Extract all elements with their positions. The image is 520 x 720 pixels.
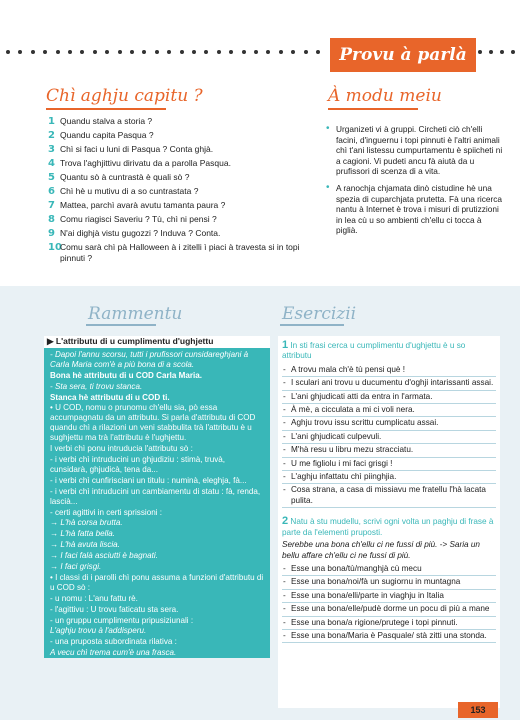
grammar-paragraph: Bona hè attributu di u COD Carla Maria. bbox=[50, 370, 202, 380]
dot bbox=[93, 50, 97, 54]
grammar-box-header: ▶ L'attributu di u cumplimentu d'ughjettu bbox=[44, 336, 270, 348]
exercise-line: - M'hà resu u libru mezu stracciatu. bbox=[282, 445, 496, 457]
grammar-box bbox=[44, 336, 270, 658]
question-item bbox=[48, 158, 310, 169]
exercise-1-text: In sti frasi cerca u cumplimentu d'ughjettu è u so attributu bbox=[282, 341, 466, 361]
activity-item: • Urganizeti vi à gruppi. Circheti ciò ch'elli facini, d'inguernu i topi pinnuti è l'altri animali chì t'ani listessu cumpurtamentu è spiicheti ni a cagioni. Vi pudeti ancu fà aiutà da u prufissori di scenza di a vita. bbox=[326, 124, 504, 177]
dot bbox=[18, 50, 22, 54]
question-item bbox=[48, 116, 310, 127]
grammar-paragraph: - i verbi chì cunfirisciani un titulu : numinà, eleghja, fà... bbox=[50, 475, 247, 485]
question-text: Quandu capita Pasqua ? bbox=[60, 130, 154, 140]
dot bbox=[316, 50, 320, 54]
dot bbox=[217, 50, 221, 54]
grammar-paragraph: - i verbi chì intruducini un ghjudiziu : stimà, truvà, cunsidarà, ghjudicà, tena da... bbox=[50, 454, 225, 474]
dot bbox=[43, 50, 47, 54]
grammar-paragraph: - l'agittivu : U trovu faticatu sta sera. bbox=[50, 604, 179, 614]
question-number: 3 bbox=[48, 144, 55, 155]
dot bbox=[478, 50, 482, 54]
exercise-line: - Cosa strana, a casa di missiavu me fratellu l'hà lacata pulita. bbox=[282, 485, 496, 508]
question-number: 8 bbox=[48, 214, 55, 225]
question-number: 6 bbox=[48, 186, 55, 197]
grammar-paragraph: - u nomu : L'anu fattu rè. bbox=[50, 593, 138, 603]
grammar-paragraph: → I faci falà asciutti è bagnati. bbox=[50, 551, 158, 561]
dot bbox=[192, 50, 196, 54]
dot bbox=[279, 50, 283, 54]
exercise-2-instruction bbox=[282, 516, 496, 538]
exercise-line: - L'aghju infattatu chì piinghjia. bbox=[282, 472, 496, 484]
question-text: Comu riagisci Saveriu ? Tù, chì ni pensi ? bbox=[60, 214, 217, 224]
grammar-paragraph: • U COD, nomu o prunomu ch'ellu sia, pò essa accumpagnatu da un attributu. Si parla d'attributu di COD quandu chì a rilazioni un veni stabbulita trà l'attributu è u sughjettu ma trà l'attributu è l'ughjettu. bbox=[50, 403, 256, 443]
dot bbox=[155, 50, 159, 54]
question-item bbox=[48, 186, 310, 197]
activity-item: • A ranochja chjamata dinò cistudine hè una spezia di cuparchjata prutetta. Fà una ricerca nantu à Internet è trova i misuri di prutizzioni in lea cù u so ambienti ch'ellu ci tocca à piglià. bbox=[326, 183, 504, 236]
question-number: 1 bbox=[48, 116, 55, 127]
exercise-line: - L'ani ghjudicati culpevuli. bbox=[282, 432, 496, 444]
question-number: 10 bbox=[48, 242, 62, 253]
grammar-paragraph: - una pruposta subordinata rilativa : bbox=[50, 637, 177, 647]
dotted-rule bbox=[6, 46, 326, 60]
dot bbox=[242, 50, 246, 54]
grammar-paragraph: - un gruppu cumplimentu pripusiziunali : bbox=[50, 615, 194, 625]
grammar-paragraph: → L'hà fatta bella. bbox=[50, 529, 115, 539]
grammar-paragraph: I verbi chì ponu intruducia l'attributu sò : bbox=[50, 444, 193, 454]
question-text: Chì hè u mutivu di a so cuntrastata ? bbox=[60, 186, 199, 196]
exercise-2-example: Serebbe una bona ch'ellu ci ne fussi di più. -> Saria un bellu affare ch'ellu ci ne fussi di più. bbox=[282, 540, 480, 560]
grammar-paragraph: A vecu chì trema cum'è una frasca. bbox=[50, 648, 177, 658]
question-number: 5 bbox=[48, 172, 55, 183]
question-text: Comu sarà chì pà Halloween à i zitelli ì piaci à travesta si in topi pinnuti ? bbox=[60, 242, 300, 263]
grammar-paragraph: • I classi di i parolli chì ponu assuma a funzioni d'attributu di u COD sò : bbox=[50, 572, 264, 592]
dot bbox=[31, 50, 35, 54]
exercise-2-text: Natu à stu mudellu, scrivi ogni volta un paghju di frase à parte da l'elementi pruposti. bbox=[282, 517, 494, 537]
title-underline bbox=[46, 108, 166, 110]
dot bbox=[118, 50, 122, 54]
dot bbox=[68, 50, 72, 54]
exercise-1-instruction bbox=[282, 340, 496, 362]
question-text: Trova l'aghjittivu dirivatu da a parolla Pasqua. bbox=[60, 158, 231, 168]
question-list bbox=[48, 116, 310, 267]
grammar-paragraph: → L'hà corsa brutta. bbox=[50, 518, 123, 528]
exercise-line: - Esse una bona/tù/manghjà cù mecu bbox=[282, 564, 496, 576]
question-item bbox=[48, 172, 310, 183]
question-item bbox=[48, 200, 310, 211]
title-underline bbox=[328, 108, 418, 110]
exercise-line: - I sculari ani trovu u ducumentu d'oghji intarissanti assai. bbox=[282, 378, 496, 390]
exercise-line: - U me figliolu i mi faci grisgi ! bbox=[282, 459, 496, 471]
grammar-paragraph: - Sta sera, ti trovu stanca. bbox=[50, 381, 143, 391]
dot bbox=[130, 50, 134, 54]
left-section-title: Chì aghju capitu ? bbox=[46, 86, 203, 106]
exercise-line: - L'ani ghjudicati atti da entra in l'armata. bbox=[282, 392, 496, 404]
question-number: 2 bbox=[48, 130, 55, 141]
question-number: 7 bbox=[48, 200, 55, 211]
exercise-1-lines bbox=[282, 365, 496, 508]
exercise-line: - Esse una bona/elle/pudè dorme un pocu di più a mane bbox=[282, 604, 496, 616]
dot bbox=[254, 50, 258, 54]
dot bbox=[6, 50, 10, 54]
dot bbox=[229, 50, 233, 54]
title-underline bbox=[86, 324, 156, 326]
question-item bbox=[48, 228, 310, 239]
question-text: Chì si faci u luni di Pasqua ? Conta ghjà. bbox=[60, 144, 214, 154]
dot bbox=[204, 50, 208, 54]
exercise-line: - Aghju trovu issu scrittu cumplicatu assai. bbox=[282, 418, 496, 430]
dot bbox=[500, 50, 504, 54]
dot bbox=[80, 50, 84, 54]
dot bbox=[167, 50, 171, 54]
question-item bbox=[48, 144, 310, 155]
dot bbox=[511, 50, 515, 54]
section-banner: Provu à parlà bbox=[330, 38, 476, 72]
exercise-1-number: 1 bbox=[282, 339, 289, 351]
grammar-paragraph: Stanca hè attributu di u COD ti. bbox=[50, 392, 170, 402]
question-item bbox=[48, 242, 310, 264]
dot bbox=[142, 50, 146, 54]
dot bbox=[489, 50, 493, 54]
question-number: 9 bbox=[48, 228, 55, 239]
grammar-paragraph: - Dapoi l'annu scorsu, tutti i prufissori cunsidareghjani à Carla Maria com'è a più bona di a scola. bbox=[50, 349, 249, 369]
exercise-line: - Esse una bona/elli/parte in viaghju in Italia bbox=[282, 591, 496, 603]
exercise-2-lines bbox=[282, 564, 496, 643]
dot bbox=[304, 50, 308, 54]
grammar-box-heading: L'attributu di u cumplimentu d'ughjettu bbox=[55, 336, 214, 346]
question-text: N'ai dighjà vistu gugozzi ? Induva ? Conta. bbox=[60, 228, 221, 238]
dot bbox=[56, 50, 60, 54]
question-number: 4 bbox=[48, 158, 55, 169]
exercise-box bbox=[278, 336, 500, 708]
dot bbox=[180, 50, 184, 54]
question-text: Mattea, parchì avarà avutu tamanta paura ? bbox=[60, 200, 226, 210]
grammar-paragraph: → I faci grisgi. bbox=[50, 562, 102, 572]
grammar-paragraph: → L'hà avuta liscia. bbox=[50, 540, 120, 550]
title-underline bbox=[280, 324, 344, 326]
exercise-line: - À mè, a cicculata a mi ci voli nera. bbox=[282, 405, 496, 417]
activity-list bbox=[326, 124, 504, 242]
grammar-paragraph: - i verbi chì intruducini un cambiamentu di statu : fà, renda, lascià... bbox=[50, 486, 261, 506]
exercise-2-number: 2 bbox=[282, 515, 289, 528]
grammar-paragraph: L'aghju trovu à l'addisperu. bbox=[50, 626, 147, 636]
right-section-title: À modu meiu bbox=[328, 86, 442, 106]
rammentu-title: Rammentu bbox=[88, 304, 183, 324]
question-item bbox=[48, 130, 310, 141]
esercizii-title: Esercizii bbox=[282, 304, 357, 324]
question-text: Quantu sò à cuntrastà è quali sò ? bbox=[60, 172, 190, 182]
exercise-line: - Esse una bona/a rigione/prutege i topi pinnuti. bbox=[282, 618, 496, 630]
question-text: Quandu stalva a storia ? bbox=[60, 116, 153, 126]
exercise-line: - A trovu mala ch'è tù pensi què ! bbox=[282, 365, 496, 377]
dot bbox=[291, 50, 295, 54]
dot bbox=[266, 50, 270, 54]
page-number: 153 bbox=[458, 702, 498, 718]
grammar-paragraph: - certi agittivi in certi sprissioni : bbox=[50, 507, 162, 517]
dotted-rule-right bbox=[478, 46, 518, 60]
dot bbox=[105, 50, 109, 54]
exercise-line: - Esse una bona/Maria è Pasquale/ stà zitti una stonda. bbox=[282, 631, 496, 643]
exercise-line: - Esse una bona/noi/fà un sugiornu in muntagna bbox=[282, 577, 496, 589]
question-item bbox=[48, 214, 310, 225]
